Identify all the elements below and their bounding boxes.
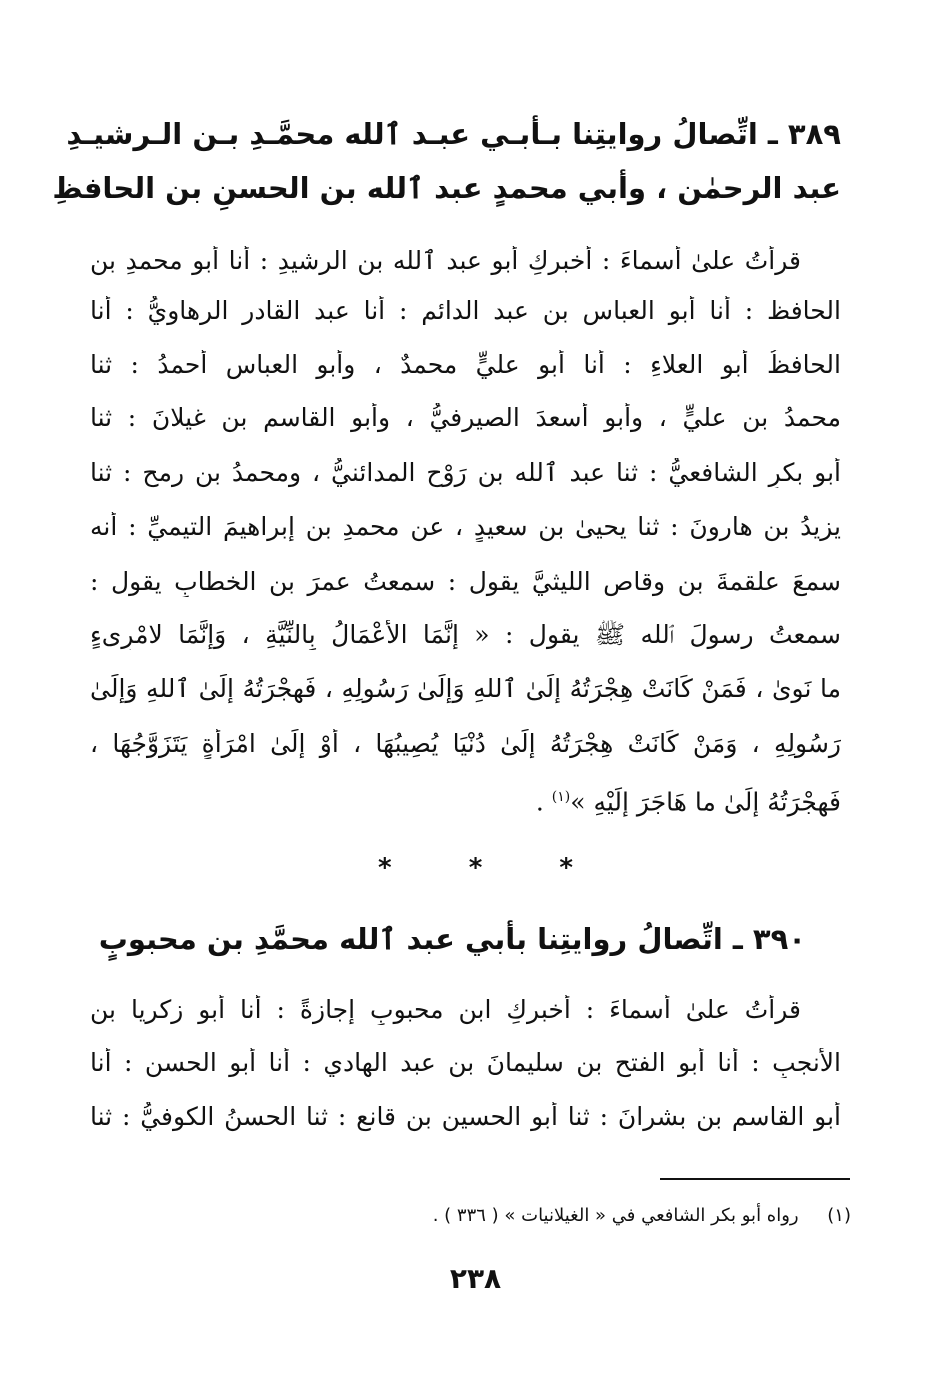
body-line: الحافظُ أبو العلاءِ : أنا أبو عليٍّ محمدٌ ، وأبو العباسِ أحمدُ : ثنا	[90, 350, 841, 379]
body-line: الحافظ : أنا أبو العباسِ بن عبد الدائمِ : أنا عبد القادر الرهاويُّ : أنا	[90, 296, 841, 325]
body-line: قرأتُ علىٰ أسماءَ : أخبركِ ابن محبوبٍ إجازةً : أنا أبو زكريا بن	[90, 995, 801, 1024]
body-line: الأنجبِ : أنا أبو الفتحِ بن سليمانَ بن عبد الهادي : أنا أبو الحسنِ : أنا	[90, 1048, 841, 1077]
section-389-title-line-1: ٣٨٩ ـ اتِّصالُ روايتِنا بـأبـي عبـد ٱلله محمَّـدِ بـن الـرشيـدِ	[66, 117, 841, 151]
body-line: سمعتُ رسولَ ٱلله ﷺ يقول : « إِنَّمَا الأَعْمَالُ بِالنِّيَّةِ ، وَإِنَّمَا لامْرِىءٍ	[90, 620, 841, 649]
body-line: أبو القاسمِ بن بشرانَ : ثنا أبو الحسينِ بن قانعٍ : ثنا الحسنُ الكوفيُّ : ثنا	[90, 1102, 841, 1131]
period: .	[535, 787, 552, 817]
body-line: رَسُولِهِ ، وَمَنْ كَانَتْ هِجْرَتُهُ إِلَىٰ دُنْيَا يُصِيبُهَا ، أَوْ إِلَىٰ امْرَأَةٍ يَتَزَوَّجُهَا ،	[90, 729, 841, 758]
body-line: قرأتُ علىٰ أسماءَ : أخبركِ أبو عبد ٱلله بن الرشيدِ : أنا أبو محمدِ بن	[90, 246, 801, 275]
body-line: يزيدُ بن هارونَ : ثنا يحيىٰ بن سعيدٍ ، عن محمدِ بن إبراهيمَ التيميِّ : أنه	[90, 512, 841, 541]
body-line: أبو بكرٍ الشافعيُّ : ثنا عبد ٱلله بن رَوْحٍ المدائنيُّ ، ومحمدُ بن رمحٍ : ثنا	[90, 458, 841, 487]
page-number: ٢٣٨	[449, 1262, 502, 1295]
section-389-title-line-2: عبد الرحمٰن ، وأبي محمدٍ عبد ٱلله بن الحسنِ بن الحافظِ	[52, 171, 841, 205]
footnote-text: رواه أبو بكر الشافعي في « الغيلانيات » ( ٣٣٦ ) .	[432, 1205, 799, 1226]
body-line: ما نَوىٰ ، فَمَنْ كَانَتْ هِجْرَتُهُ إِلَىٰ ٱللهِ وَإِلَىٰ رَسُولِهِ ، فَهِجْرَتُهُ إِلَىٰ ٱللهِ وَإِلَىٰ	[90, 674, 841, 703]
hadith-closing: فَهِجْرَتُهُ إِلَىٰ ما هَاجَرَ إِلَيْهِ »	[570, 787, 841, 817]
section-separator: * * *	[378, 853, 607, 883]
footnote-divider	[660, 1178, 850, 1180]
footnote-marker: (١)	[827, 1205, 851, 1226]
body-line-last	[90, 782, 841, 817]
body-line: سمعَ علقمةَ بن وقاصٍ الليثيَّ يقول : سمعتُ عمرَ بن الخطابِ يقول :	[90, 567, 841, 596]
footnote	[300, 1203, 851, 1229]
footnote-ref: (١)	[551, 789, 571, 805]
body-line: محمدُ بن عليٍّ ، وأبو أسعدَ الصيرفيُّ ، وأبو القاسمِ بن غيلانَ : ثنا	[90, 403, 841, 432]
section-390-title: ٣٩٠ ـ اتِّصالُ روايتِنا بأبي عبد ٱلله محمَّدِ بن محبوبٍ	[98, 922, 806, 956]
